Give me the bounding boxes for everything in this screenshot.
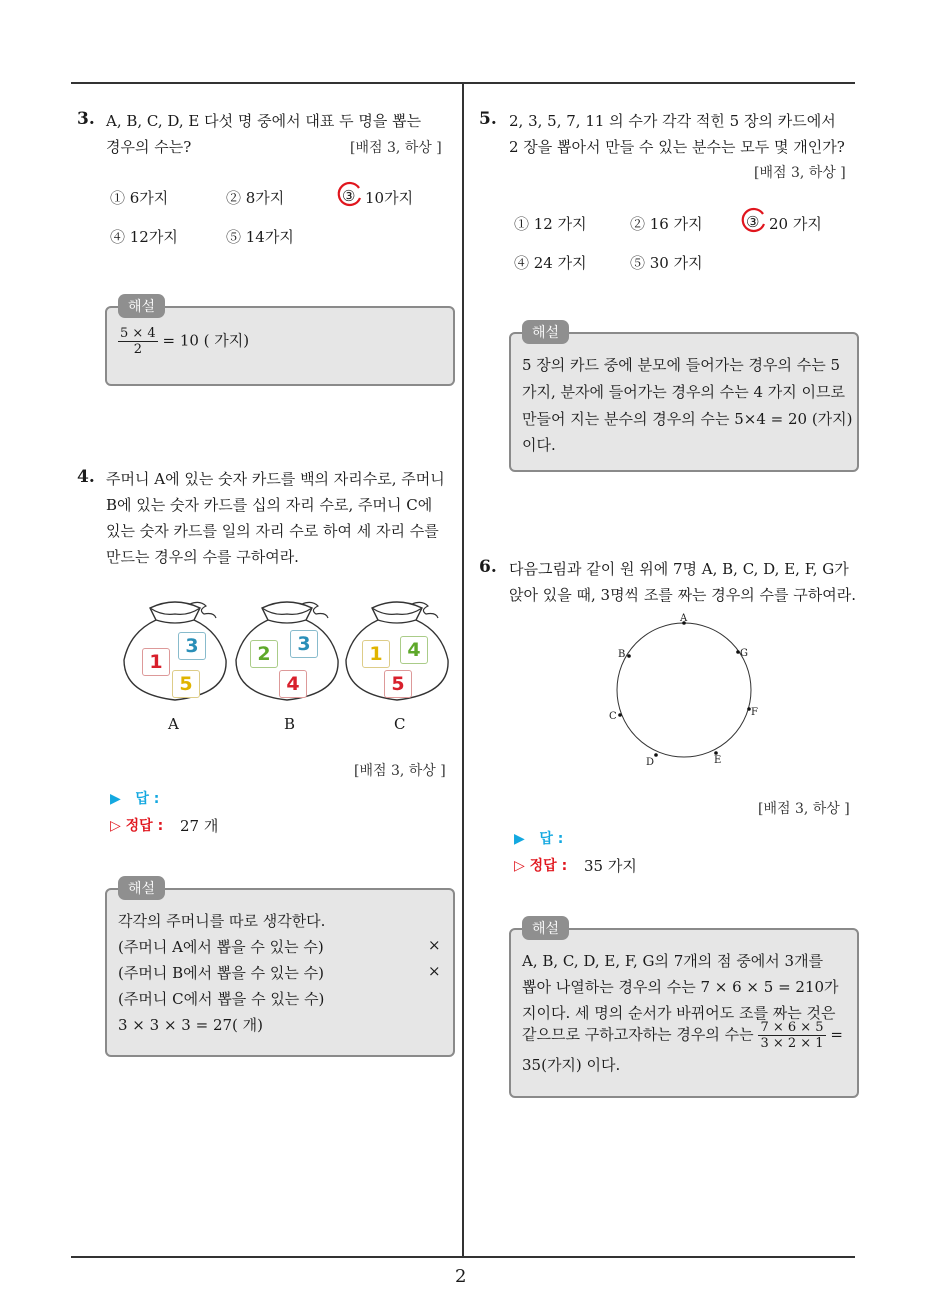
q4-explanation-tag: 해설: [118, 876, 165, 900]
q4-explain-line4: (주머니 C에서 뽑을 수 있는 수): [118, 990, 325, 1008]
q5-answer-circle-icon: [738, 206, 768, 236]
q6-explain-line4-text: 같으므로 구하고자하는 경우의 수는: [522, 1025, 754, 1044]
q6-frac-num: 7 × 6 × 5: [760, 1020, 824, 1035]
q3-choice-1[interactable]: ① 6가지: [110, 189, 169, 207]
q4-explain-times-1: ×: [428, 936, 441, 954]
bag-a-card-1: 1: [142, 648, 170, 676]
bottom-rule: [71, 1256, 855, 1258]
q6-correct-value: 35 가지: [584, 857, 637, 875]
q5-score-meta: [배점 3, 하상 ]: [754, 165, 846, 181]
q4-correct-triangle-icon: ▷: [110, 818, 121, 834]
q5-explain-line2: 가지, 분자에 들어가는 경우의 수는 4 가지 이므로: [522, 383, 845, 401]
q4-number: 4.: [77, 467, 95, 487]
q6-answer-row: [514, 828, 563, 848]
q4-text-line2: B에 있는 숫자 카드를 십의 자리 수로, 주머니 C에: [106, 496, 433, 514]
bag-c-card-1: 1: [362, 640, 390, 668]
q4-answer-row: [110, 788, 159, 808]
q4-correct-row: [110, 815, 163, 835]
q4-text-line3: 있는 숫자 카드를 일의 자리 수로 하여 세 자리 수를: [106, 522, 439, 540]
q6-correct-row: [514, 855, 567, 875]
q6-frac-den: 3 × 2 × 1: [760, 1036, 824, 1051]
bag-c-card-2: 4: [400, 636, 428, 664]
q3-frac-num: 5 × 4: [120, 326, 156, 341]
column-divider: [462, 82, 464, 1258]
q4-explain-times-2: ×: [428, 962, 441, 980]
q3-fraction: [118, 326, 158, 357]
q6-number: 6.: [479, 557, 497, 577]
q6-fraction: [758, 1020, 825, 1051]
point-g-label: G: [740, 648, 748, 659]
q5-explain-line1: 5 장의 카드 중에 분모에 들어가는 경우의 수는 5: [522, 356, 841, 374]
q6-text-line2: 앉아 있을 때, 3명씩 조를 짜는 경우의 수를 구하여라.: [509, 586, 857, 604]
q4-correct-value: 27 개: [180, 817, 219, 835]
bag-a-label: A: [168, 715, 179, 733]
q4-text-line1: 주머니 A에 있는 숫자 카드를 백의 자리수로, 주머니: [106, 470, 445, 488]
q4-answer-label: 답 :: [135, 791, 160, 807]
bag-c-card-3: 5: [384, 670, 412, 698]
q6-explanation-tag: 해설: [522, 916, 569, 940]
q6-correct-label: 정답 :: [529, 858, 568, 874]
q6-correct-triangle-icon: ▷: [514, 858, 525, 874]
q3-choice-3[interactable]: 10가지: [365, 189, 414, 207]
q3-choice-2[interactable]: ② 8가지: [226, 189, 285, 207]
q4-explain-line1: 각각의 주머니를 따로 생각한다.: [118, 912, 326, 930]
q6-explain-line4: [522, 1020, 843, 1051]
point-b: [627, 654, 631, 658]
q3-answer-circle-icon: [334, 180, 364, 210]
q5-number: 5.: [479, 109, 497, 129]
point-c: [618, 713, 622, 717]
point-a-label: A: [680, 613, 688, 624]
q3-explanation-tag: 해설: [118, 294, 165, 318]
q3-text-line1: A, B, C, D, E 다섯 명 중에서 대표 두 명을 뽑는: [106, 112, 422, 130]
q4-explain-line2: (주머니 A에서 뽑을 수 있는 수): [118, 938, 324, 956]
q3-explanation: [118, 326, 249, 357]
q4-correct-label: 정답 :: [125, 818, 164, 834]
q3-score-meta: [배점 3, 하상 ]: [350, 140, 442, 156]
q3-choice-4[interactable]: ④ 12가지: [110, 228, 178, 246]
point-f-label: F: [751, 707, 758, 718]
q4-answer-triangle-icon: ▶: [110, 791, 121, 807]
bag-a-card-2: 3: [178, 632, 206, 660]
q5-text-line1: 2, 3, 5, 7, 11 의 수가 각각 적힌 5 장의 카드에서: [509, 112, 836, 130]
q5-explain-line3: 만들어 지는 분수의 경우의 수는 5×4 = 20 (가지): [522, 410, 853, 428]
bag-c-label: C: [394, 715, 406, 733]
page-number: 2: [455, 1266, 467, 1287]
bag-a-card-3: 5: [172, 670, 200, 698]
q4-explain-line3: (주머니 B에서 뽑을 수 있는 수): [118, 964, 324, 982]
q6-score-meta: [배점 3, 하상 ]: [758, 801, 850, 817]
q5-choice-5[interactable]: ⑤ 30 가지: [630, 254, 703, 272]
q3-choice-3-marker[interactable]: ③: [342, 187, 356, 205]
q3-explain-result: = 10 ( 가지): [162, 331, 250, 350]
q5-explain-line4: 이다.: [522, 436, 556, 454]
q6-explain-line5: 35(가지) 이다.: [522, 1056, 621, 1074]
q5-explanation-tag: 해설: [522, 320, 569, 344]
q6-explain-line3: 지이다. 세 명의 순서가 바뀌어도 조를 짜는 것은: [522, 1004, 836, 1022]
q5-choice-3-marker[interactable]: ③: [746, 213, 760, 231]
bag-b-card-3: 4: [279, 670, 307, 698]
q3-frac-den: 2: [133, 342, 142, 357]
q5-choice-2[interactable]: ② 16 가지: [630, 215, 703, 233]
bag-b-label: B: [284, 715, 296, 733]
q4-score-meta: [배점 3, 하상 ]: [354, 763, 446, 779]
point-d: [654, 753, 658, 757]
point-d-label: D: [646, 757, 655, 768]
point-c-label: C: [609, 711, 617, 722]
q6-answer-triangle-icon: ▶: [514, 831, 525, 847]
q5-text-line2: 2 장을 뽑아서 만들 수 있는 분수는 모두 몇 개인가?: [509, 138, 845, 156]
bag-b-card-2: 3: [290, 630, 318, 658]
q5-explanation-box: [509, 332, 859, 472]
q5-choice-3[interactable]: 20 가지: [769, 215, 822, 233]
point-e-label: E: [714, 755, 722, 766]
q6-circle-diagram: [606, 612, 766, 772]
q3-number: 3.: [77, 109, 95, 129]
bag-b-card-1: 2: [250, 640, 278, 668]
q3-text-line2: 경우의 수는?: [106, 138, 192, 156]
q6-explain-line2: 뽑아 나열하는 경우의 수는 7 × 6 × 5 = 210가: [522, 978, 839, 996]
q6-answer-label: 답 :: [539, 831, 564, 847]
q4-explain-line5: 3 × 3 × 3 = 27( 개): [118, 1016, 263, 1034]
q6-explain-line1: A, B, C, D, E, F, G의 7개의 점 중에서 3개를: [522, 952, 824, 970]
point-b-label: B: [618, 649, 626, 660]
q5-choice-4[interactable]: ④ 24 가지: [514, 254, 587, 272]
q3-choice-5[interactable]: ⑤ 14가지: [226, 228, 294, 246]
q6-text-line1: 다음그림과 같이 원 위에 7명 A, B, C, D, E, F, G가: [509, 560, 849, 578]
q6-explain-equals: =: [830, 1025, 843, 1044]
q4-text-line4: 만드는 경우의 수를 구하여라.: [106, 548, 299, 566]
q5-choice-1[interactable]: ① 12 가지: [514, 215, 587, 233]
